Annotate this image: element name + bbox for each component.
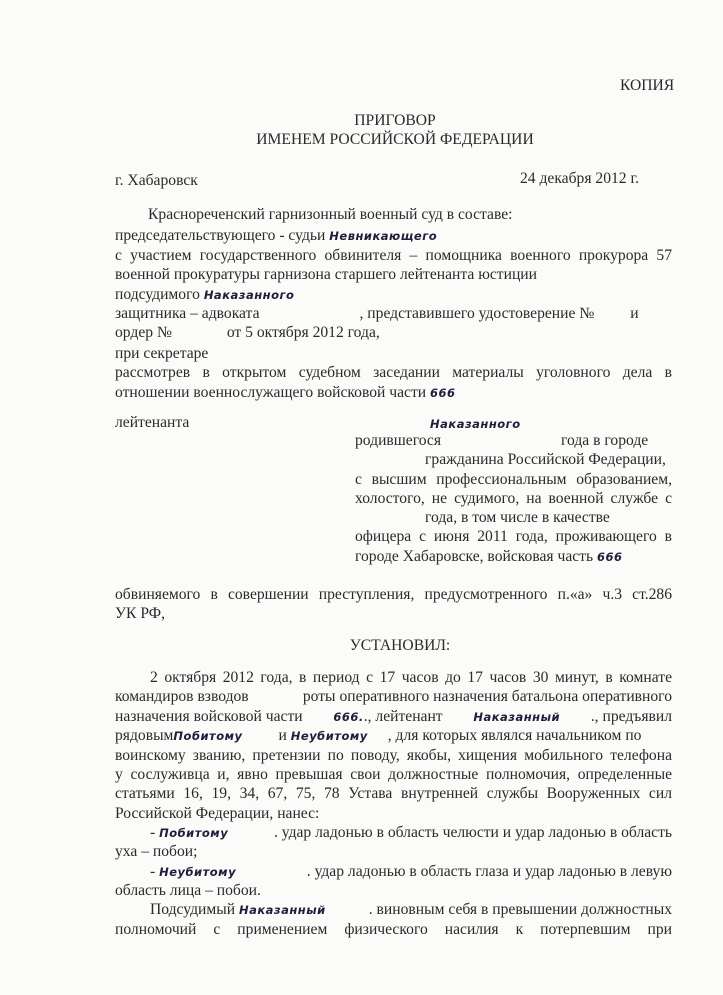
- text: роты оперативного назначения батальона оперативного: [302, 688, 672, 705]
- defender-line: [115, 305, 639, 323]
- education: с высшим профессиональным образованием,: [355, 471, 672, 488]
- person-name: Наказанного: [430, 417, 521, 431]
- marital-status: холостого, не судимого, на военной службе с: [355, 490, 672, 507]
- judge-name: Невникающего: [329, 229, 438, 243]
- text: родившегося: [355, 432, 442, 449]
- text: . виновным себя в превышении должностных: [368, 901, 672, 918]
- text: подсудимого: [115, 286, 200, 303]
- text: , для которых являлся начальником по: [387, 727, 642, 744]
- paragraph-line: 2 октября 2012 года, в период с 17 часов до 17 часов 30 минут, в комнате: [150, 669, 672, 686]
- citizenship: гражданина Российской Федерации,: [425, 451, 666, 468]
- birth-line: [355, 432, 648, 450]
- victim-name: Побитому: [173, 729, 243, 743]
- secretary-line: при секретаре: [115, 345, 209, 362]
- unit-number: 666: [430, 386, 456, 400]
- paragraph-line: статьями 16, 19, 34, 67, 75, 78 Устава внутренней службы Вооруженных сил: [115, 785, 672, 802]
- text: защитника – адвоката: [115, 305, 260, 322]
- victim-name: Неубитому: [290, 729, 368, 743]
- case-line: рассмотрев в открытом судебном заседании материалы уголовного дела в: [115, 364, 672, 381]
- text: председательствующего - судьи: [115, 227, 326, 244]
- paragraph-line: [115, 727, 641, 745]
- city: г. Хабаровск: [115, 172, 198, 189]
- paragraph-line: [150, 901, 672, 919]
- paragraph-line: [115, 688, 672, 706]
- court-composition: Краснореченский гарнизонный военный суд в составе:: [148, 206, 513, 223]
- defendant-name: Наказанный: [238, 903, 326, 917]
- text: и: [630, 305, 639, 322]
- charge-line: обвиняемого в совершении преступления, предусмотренного п.«а» ч.3 ст.286: [115, 586, 672, 603]
- text: Подсудимый: [150, 901, 236, 918]
- paragraph-line: полномочий с применением физического насилия к потерпевшим при: [115, 921, 672, 938]
- service-line: года, в том числе в качестве: [425, 509, 610, 526]
- copy-mark: КОПИЯ: [620, 77, 675, 94]
- bullet: -: [150, 863, 156, 880]
- paragraph-line: воинскому званию, претензии по поводу, якобы, хищения мобильного телефона: [115, 747, 672, 764]
- text: ., предъявил: [590, 708, 672, 725]
- text: и: [278, 727, 287, 744]
- list-item: [150, 863, 672, 881]
- bullet: -: [150, 824, 156, 841]
- rank: лейтенанта: [115, 414, 190, 431]
- list-item: [150, 824, 672, 842]
- defendant-line: [115, 286, 294, 304]
- charge-line-2: УК РФ,: [115, 605, 165, 622]
- text: ., лейтенант: [363, 708, 443, 725]
- unit-number: 666.: [333, 710, 364, 724]
- date: 24 декабря 2012 г.: [520, 170, 640, 187]
- paragraph-line: [115, 708, 672, 726]
- text: ордер №: [115, 324, 172, 341]
- unit-number: 666: [597, 550, 623, 564]
- defendant-name: Наказанного: [203, 288, 295, 302]
- list-item-cont: уха – побои;: [115, 843, 198, 860]
- presiding-judge-line: [115, 227, 437, 245]
- prosecutor-line: с участием государственного обвинителя – помощника военного прокурора 57: [115, 247, 672, 264]
- unit-line: [115, 384, 456, 402]
- text: года в городе: [561, 432, 649, 449]
- text: командиров взводов: [115, 688, 249, 705]
- victim-name: Побитому: [159, 826, 229, 840]
- paragraph-line: у сослуживца и, явно превышая свои должностные полномочия, определенные: [115, 766, 672, 783]
- paragraph-line: Российской Федерации, нанес:: [115, 805, 320, 822]
- text: , представившего удостоверение №: [359, 305, 595, 322]
- text: рядовым: [115, 727, 174, 744]
- defendant-name: Наказанный: [473, 710, 561, 724]
- text: городе Хабаровске, войсковая часть: [355, 548, 594, 565]
- text: от 5 октября 2012 года,: [226, 324, 380, 341]
- text: . удар ладонью в область глаза и удар ладонью в левую: [306, 863, 672, 880]
- prosecutor-line-2: военной прокуратуры гарнизона старшего лейтенанта юстиции: [115, 266, 537, 283]
- residence-line: [355, 548, 623, 566]
- text: назначения войсковой части: [115, 708, 303, 725]
- text: . удар ладонью в область челюсти и удар ладонью в область: [273, 824, 672, 841]
- text: отношении военнослужащего войсковой части: [115, 384, 427, 401]
- officer-line: офицера с июня 2011 года, проживающего в: [355, 528, 672, 545]
- order-line: [115, 324, 380, 342]
- section-heading: УСТАНОВИЛ:: [349, 637, 451, 654]
- victim-name: Неубитому: [159, 865, 237, 879]
- document-title: ПРИГОВОР: [354, 112, 436, 129]
- list-item-cont: область лица – побои.: [115, 882, 261, 899]
- document-subtitle: ИМЕНЕМ РОССИЙСКОЙ ФЕДЕРАЦИИ: [256, 131, 534, 148]
